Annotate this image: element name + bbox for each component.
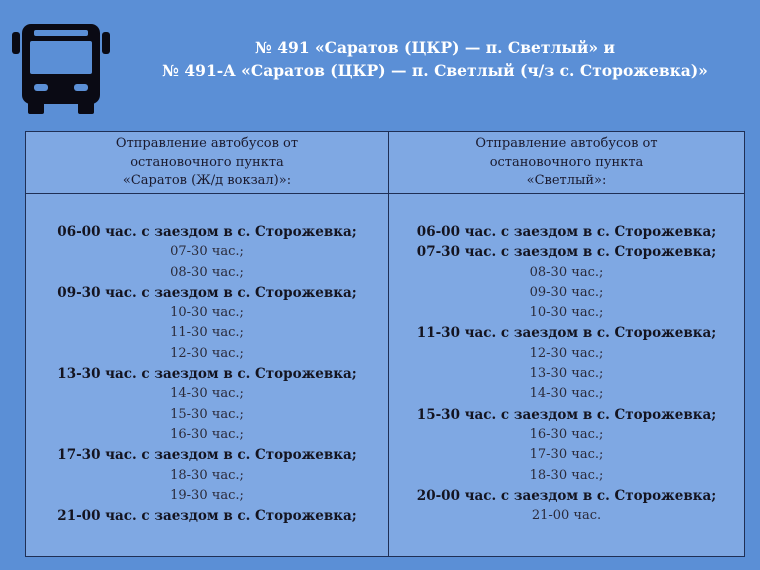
schedule-table <box>25 131 745 557</box>
left-column-header <box>26 135 388 191</box>
departure-row: 17-30 час.; <box>529 447 604 463</box>
departure-row: 13-30 час.; <box>529 366 604 382</box>
departure-row: 15-30 час.; <box>170 406 244 422</box>
departure-row: 19-30 час.; <box>170 487 244 503</box>
departure-row: 12-30 час.; <box>529 345 604 361</box>
departure-row: 10-30 час.; <box>170 305 244 321</box>
departure-row-with-detour: 11-30 час. с заездом в с. Сторожевка; <box>416 325 717 342</box>
departure-row-with-detour: 06-00 час. с заездом в с. Сторожевка; <box>416 224 717 240</box>
title-line-2: № 491-А «Саратов (ЦКР) — п. Светлый (ч/з с. Сторожевка)» <box>162 61 708 80</box>
departure-row-with-detour: 07-30 час. с заездом в с. Сторожевка; <box>416 244 717 261</box>
departure-row-with-detour: 17-30 час. с заездом в с. Сторожевка; <box>57 447 357 464</box>
right-column-header <box>389 135 744 191</box>
departure-row: 10-30 час.; <box>529 305 604 321</box>
departure-row-with-detour: 06-00 час. с заездом в с. Сторожевка; <box>57 224 357 240</box>
departure-row: 09-30 час.; <box>529 284 604 300</box>
departure-row: 14-30 час.; <box>529 386 604 402</box>
header-line: «Светлый»: <box>526 173 607 188</box>
bus-icon <box>10 22 112 116</box>
departure-row: 07-30 час.; <box>170 244 244 260</box>
departure-row: 12-30 час.; <box>170 345 244 361</box>
departure-row-with-detour: 15-30 час. с заездом в с. Сторожевка; <box>416 406 717 423</box>
departure-row: 08-30 час.; <box>170 264 244 280</box>
departure-row-with-detour: 13-30 час. с заездом в с. Сторожевка; <box>57 366 357 383</box>
departure-row-with-detour: 09-30 час. с заездом в с. Сторожевка; <box>57 284 357 301</box>
departure-row: 18-30 час.; <box>170 467 244 483</box>
departure-row: 14-30 час.; <box>170 386 244 402</box>
header-divider <box>26 193 744 194</box>
header-line: «Саратов (Ж/д вокзал)»: <box>122 173 292 188</box>
header-line: остановочного пункта <box>130 154 284 170</box>
page-title <box>120 36 750 82</box>
departure-row: 11-30 час.; <box>170 325 244 341</box>
departure-row: 08-30 час.; <box>529 264 604 280</box>
departure-row: 18-30 час.; <box>529 467 604 483</box>
header-line: остановочного пункта <box>489 154 644 170</box>
departure-row: 21-00 час. <box>531 508 602 524</box>
right-departures-list <box>389 222 744 526</box>
departure-row: 16-30 час.; <box>529 426 604 442</box>
departure-row-with-detour: 20-00 час. с заездом в с. Сторожевка; <box>416 487 717 504</box>
header-line: Отправление автобусов от <box>115 136 299 151</box>
left-departures-list <box>26 222 388 526</box>
header-line: Отправление автобусов от <box>475 136 658 151</box>
departure-row: 16-30 час.; <box>170 426 244 442</box>
title-line-1: № 491 «Саратов (ЦКР) — п. Светлый» и <box>255 38 615 57</box>
departure-row-with-detour: 21-00 час. с заездом в с. Сторожевка; <box>57 508 357 525</box>
